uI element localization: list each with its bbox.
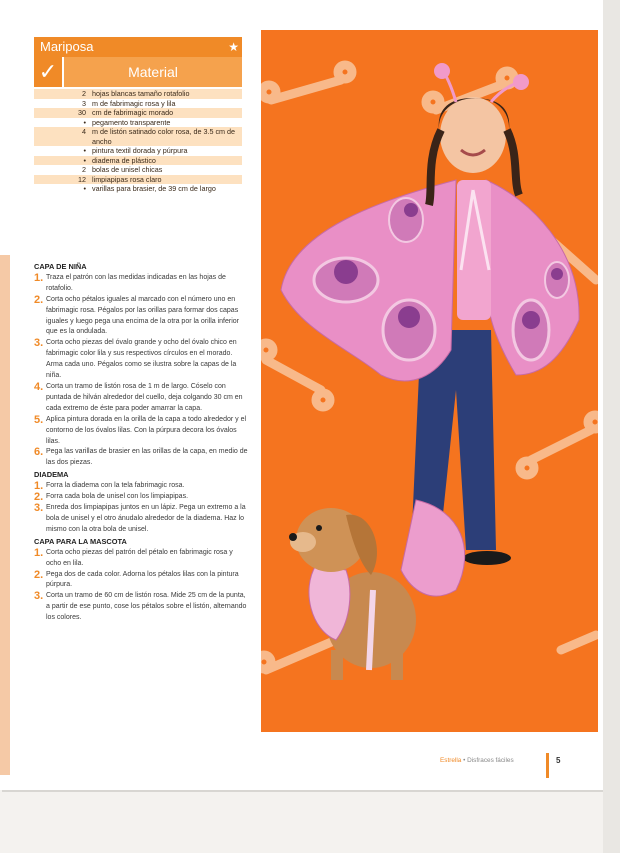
footer-divider xyxy=(546,753,549,778)
antenna-ball xyxy=(434,63,450,79)
antenna-ball xyxy=(513,74,529,90)
checkmark-icon: ✓ xyxy=(34,57,64,87)
material-header-label: Material xyxy=(64,57,242,87)
footer-separator: • xyxy=(463,757,466,764)
girl-face xyxy=(440,97,506,173)
girl-shoe xyxy=(463,551,511,565)
costume-illustration xyxy=(261,30,598,732)
step: 1. Corta ocho piezas del patrón del pétalo en fabrimagic rosa y ocho en lila. xyxy=(34,546,233,567)
page-number: 5 xyxy=(556,756,561,765)
wing-spot xyxy=(398,306,420,328)
material-item: 2 bolas de unisel chicas xyxy=(82,165,163,174)
step: 1. Traza el patrón con las medidas indicadas en las hojas de rotafolio. xyxy=(34,271,226,292)
instructions xyxy=(34,261,249,624)
step: 2. Forra cada bola de unisel con los limpiapipas. xyxy=(34,491,189,504)
material-item: 12 limpiapipas rosa claro xyxy=(34,175,242,185)
step: 3. Corta ocho piezas del óvalo grande y ocho del óvalo chico en fabrimagic color lila y sus respectivos círculos en el morado. Arma cada uno. Pégalos como se ilustra sobre la capas de la niña. xyxy=(34,337,237,380)
material-item: • varillas para brasier, de 39 cm de largo xyxy=(34,184,242,194)
material-box xyxy=(34,37,242,194)
page-footer xyxy=(440,757,514,764)
material-item: 2 hojas blancas tamaño rotafolio xyxy=(34,89,242,99)
title-text: Mariposa xyxy=(40,39,94,54)
section-heading: DIADEMA xyxy=(34,470,69,480)
step: 3. Enreda dos limpiapipas juntos en un lápiz. Pega un extremo a la bola de unisel y el otro ánudalo alrededor de la diadema. Haz lo mismo con la otra bola de unisel. xyxy=(34,502,246,533)
step: 5. Aplica pintura dorada en la orilla de la capa a todo alrededor y el contorno de los óvalos lilas. Con la púrpura decora los óvalos lilas. xyxy=(34,413,247,445)
material-box-title xyxy=(34,37,242,57)
star-icon: ★ xyxy=(228,40,239,54)
step: 6. Pega las varillas de brasier en las orillas de la capa, en medio de las dos piezas. xyxy=(34,446,248,467)
footer-section: Disfraces fáciles xyxy=(467,757,514,764)
wing-spot xyxy=(522,311,540,329)
dog-leg xyxy=(391,650,403,680)
wing-oval xyxy=(513,300,549,360)
dog-wing xyxy=(401,500,465,596)
wing-oval xyxy=(389,198,423,242)
dog-ribbon xyxy=(369,590,373,670)
material-item: • pegamento transparente xyxy=(34,118,242,128)
dog-eye xyxy=(316,525,322,531)
step: 1. Forra la diadema con la tela fabrimagic rosa. xyxy=(34,480,185,493)
girl-pigtail xyxy=(507,130,519,195)
wing-spot xyxy=(334,260,358,284)
material-item: • pintura textil dorada y púrpura xyxy=(34,146,242,156)
left-accent-bar xyxy=(0,255,10,775)
material-item: 30 cm de fabrimagic morado xyxy=(34,108,242,118)
material-item: 3 m de fabrimagic rosa y lila xyxy=(82,98,176,108)
material-item: • diadema de plástico xyxy=(34,156,242,166)
material-header xyxy=(34,57,242,87)
costume-photo xyxy=(261,30,598,732)
step: 3. Corta un tramo de 60 cm de listón rosa. Mide 25 cm de la punta, a partir de ese punto, cose los pétalos sobre el listón, alternando los colores. xyxy=(34,590,247,622)
step: 4. Corta un tramo de listón rosa de 1 m de largo. Cóselo con puntada de hilván alrededor del cuello, deja colgando 30 cm en cada extremo de éste para poder amarrar la capa. xyxy=(34,380,243,412)
section-heading: CAPA DE NIÑA xyxy=(34,262,87,271)
wing-spot xyxy=(551,268,563,280)
dog-nose xyxy=(289,533,297,541)
step: 2. Corta ocho pétalos iguales al marcado con el número uno en fabrimagic rosa. Pégalos por las orillas para formar dos capas iguales y luego pega una encima de la otra por la orilla inferior que es la ondulada. xyxy=(34,293,240,336)
material-item: 4 m de listón satinado color rosa, de 3.5 cm de ancho xyxy=(34,127,242,146)
step: 2. Pega dos de cada color. Adorna los pétalos lilas con la pintura púrpura. xyxy=(34,568,239,589)
dog-leg xyxy=(331,650,343,680)
material-list xyxy=(34,89,242,194)
page-edge xyxy=(603,0,620,853)
wing-spot xyxy=(404,203,418,217)
footer-brand: Estrella xyxy=(440,757,462,764)
section-heading: CAPA PARA LA MASCOTA xyxy=(34,536,127,546)
